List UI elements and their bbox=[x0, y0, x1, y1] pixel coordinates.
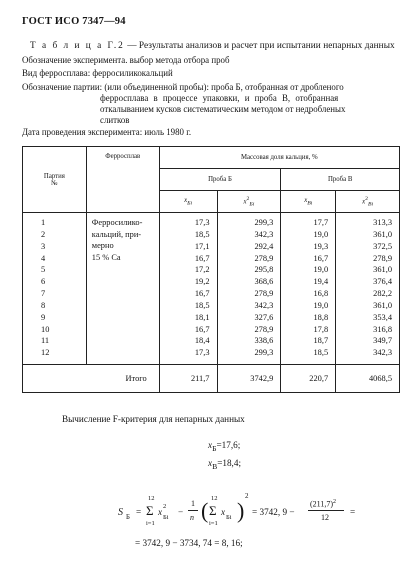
col-header-xb-squared: $x^2_{Бi}$ bbox=[217, 191, 281, 213]
frac-den: n bbox=[190, 513, 194, 522]
mean-xb: $x_Б=17,6$; bbox=[208, 440, 241, 453]
table-caption bbox=[30, 41, 395, 51]
formula-s-sub: Б bbox=[126, 514, 130, 521]
col-header-probe-v: Проба В bbox=[281, 169, 400, 191]
term1: x bbox=[158, 507, 163, 517]
formula-s: S bbox=[118, 507, 123, 518]
ferroalloy-type: Вид ферросплава: ферросиликокальций bbox=[22, 68, 173, 78]
variance-formula: S Б = 12 Σ i=1 x 2 Бi − 1 n ( 12 Σ i=1 x Бi ) 2 = 3742, 9 − $(211,7)^2$ 12 = bbox=[118, 492, 356, 527]
ferroalloy-description: Ферросилико- кальций, при- мерно 15 % Са bbox=[86, 213, 159, 365]
batch-line-3: откалыванием кусков систематическим методом от недробленых bbox=[100, 104, 346, 114]
sum-bottom: i=1 bbox=[146, 520, 155, 527]
variance-result: = 3742, 9 − 3734, 74 = 8, 16; bbox=[135, 538, 243, 548]
term2: x bbox=[221, 507, 226, 517]
col-header-xv-squared: $x^2_{Вi}$ bbox=[336, 191, 400, 213]
batch-numbers: 1 2 3 4 5 6 7 8 9 10 11 12 bbox=[23, 213, 87, 365]
caption-label: Т а б л и ц а Г.2 bbox=[30, 41, 125, 51]
values-xv-squared: 313,3 361,0 372,5 278,9 361,0 376,4 282,2 361,0 353,4 316,8 349,7 342,3 bbox=[336, 213, 400, 365]
eq-end: = bbox=[350, 507, 356, 517]
caption-text: — Результаты анализов и расчет при испытании непарных данных bbox=[124, 41, 395, 51]
document-header: ГОСТ ИСО 7347—94 bbox=[22, 16, 126, 27]
frac2-den: 12 bbox=[321, 513, 329, 522]
col-header-xv: $x_{Вi}$ bbox=[281, 191, 336, 213]
col-header-mass-fraction: Массовая доля кальция, % bbox=[159, 147, 399, 169]
values-xb: 17,3 18,5 17,1 16,7 17,2 19,2 16,7 18,5 18,1 16,7 18,4 17,3 bbox=[159, 213, 217, 365]
total-xb-squared: 3742,9 bbox=[217, 365, 281, 393]
calc-heading: Вычисление F-критерия для непарных данных bbox=[62, 414, 245, 424]
values-xv: 17,7 19,0 19,3 16,7 19,0 19,4 16,8 19,0 18,8 17,8 18,7 18,5 bbox=[281, 213, 336, 365]
results-table bbox=[22, 146, 400, 393]
mean-xv: $x_В=18,4$; bbox=[208, 458, 241, 471]
sum-sigma-1: Σ bbox=[146, 503, 154, 518]
sum-top: 12 bbox=[148, 495, 155, 502]
col-header-party: Партия № bbox=[23, 147, 87, 213]
experiment-designation: Обозначение эксперимента. выбор метода отбора проб bbox=[22, 55, 230, 65]
frac-num: 1 bbox=[191, 499, 195, 508]
frac2-num: $(211,7)^2$ bbox=[310, 499, 337, 509]
batch-line-4: слитков bbox=[100, 115, 130, 125]
col-header-probe-b: Проба Б bbox=[159, 169, 281, 191]
col-header-xb: $x_{Бi}$ bbox=[159, 191, 217, 213]
total-xv: 220,7 bbox=[281, 365, 336, 393]
col-header-ferroalloy: Ферросплав bbox=[86, 147, 159, 213]
total-label: Итого bbox=[23, 365, 160, 393]
eq1: = 3742, 9 − bbox=[252, 507, 295, 517]
experiment-date: Дата проведения эксперимента: июль 1980 г. bbox=[22, 127, 192, 137]
sum-sigma-2: Σ bbox=[209, 503, 217, 518]
values-xb-squared: 299,3 342,3 292,4 278,9 295,8 368,6 278,9 342,3 327,6 278,9 338,6 299,3 bbox=[217, 213, 281, 365]
total-xv-squared: 4068,5 bbox=[336, 365, 400, 393]
total-xb: 211,7 bbox=[159, 365, 217, 393]
batch-line-1: Обозначение партии: (или объединенной пробы): проба Б, отобранная от дробленого bbox=[22, 82, 344, 92]
batch-line-2: ферросплава в процессе упаковки, и проба В, отобранная bbox=[100, 93, 339, 103]
